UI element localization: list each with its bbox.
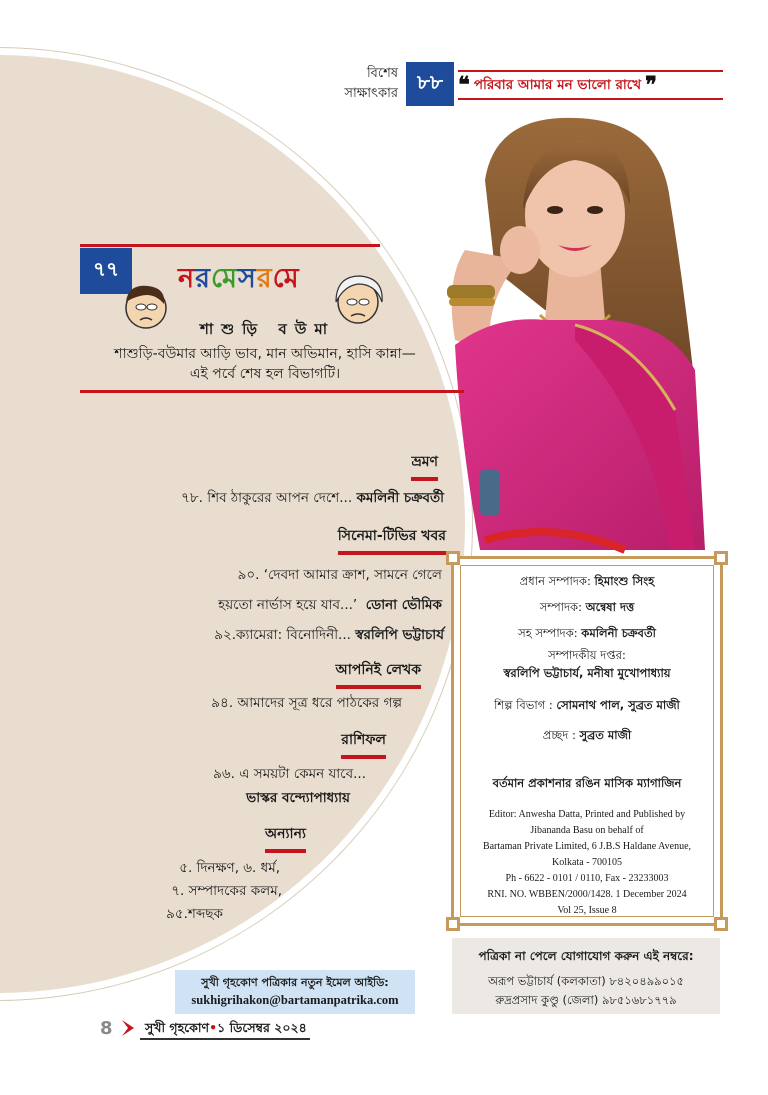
- editor: [454, 599, 720, 618]
- toc-section-writer[interactable]: [336, 658, 421, 689]
- frame-corner: [446, 917, 460, 931]
- special-interview-label: [318, 64, 398, 104]
- contact-box: [452, 938, 720, 1014]
- toc-item-cinema-1-line-2[interactable]: [218, 594, 442, 617]
- chief-editor-label: প্রধান সম্পাদক:: [519, 574, 591, 588]
- contact-heading: পত্রিকা না পেলে যোগাযোগ করুন এই নম্বরে:: [478, 949, 694, 963]
- editor-label: সম্পাদক:: [539, 600, 582, 614]
- art-dept: [454, 697, 720, 716]
- logo-char: মে: [210, 263, 238, 294]
- quote-close-icon: ❞: [645, 72, 657, 98]
- toc-section-astrology[interactable]: [341, 728, 386, 759]
- logo-char: স: [237, 263, 257, 294]
- page-number: 8: [100, 1018, 113, 1039]
- imprint-line: Bartaman Private Limited, 6 J.B.S Haldane Avenue,: [482, 841, 692, 852]
- toc-section-cinema-label: সিনেমা-টিভির খবর: [337, 528, 446, 544]
- imprint-line: Editor: Anwesha Datta, Printed and Published by: [488, 809, 686, 820]
- contact-line-kolkata[interactable]: অরূপ ভট্টাচার্য (কলকাতা) ৮৪২০৪৯৯০১৫: [487, 974, 685, 988]
- co-editor: [454, 625, 720, 644]
- imprint-line: Kolkata - 700105: [552, 857, 622, 868]
- toc-item-travel[interactable]: [181, 487, 444, 510]
- footer-magazine: সুখী গৃহকোণ: [145, 1020, 210, 1035]
- section-underline: [265, 849, 306, 853]
- frame-corner: [714, 551, 728, 565]
- section-underline: [411, 477, 438, 481]
- art-dept-names: সোমনাথ পাল, সুব্রত মাজী: [556, 698, 680, 712]
- logo-char: র: [195, 263, 211, 294]
- interview-title: পরিবার আমার মন ভালো রাখে: [473, 76, 642, 93]
- daughter-in-law-face-icon: [118, 282, 170, 332]
- contact-line-district[interactable]: রুদ্রপ্রসাদ কুণ্ডু (জেলা) ৯৮৫১৬৮১৭৭৯: [495, 993, 677, 1007]
- toc-item-text: ৯২.ক্যামেরা: বিনোদিনী...: [214, 627, 351, 643]
- toc-section-others[interactable]: [265, 822, 306, 853]
- art-dept-label: শিল্প বিভাগ :: [494, 698, 553, 712]
- section-underline: [336, 685, 421, 689]
- footer-text: [145, 1020, 307, 1040]
- toc-item-others-1[interactable]: ৫. দিনক্ষণ, ৬. ধর্ম,: [179, 860, 280, 876]
- toc-item-author: ভাস্কর বন্দ্যোপাধ্যায়: [246, 790, 350, 806]
- toc-item-astrology-author: [246, 787, 350, 810]
- co-editor-name: কমলিনী চক্রবর্তী: [581, 626, 656, 640]
- feature-top-rule: [80, 244, 380, 247]
- feature-page-number[interactable]: ৭৭: [80, 248, 132, 294]
- interview-page-number[interactable]: ৮৮: [406, 62, 454, 106]
- cover-credit: [454, 727, 720, 746]
- footer-date: ১ ডিসেম্বর ২০২৪: [217, 1020, 307, 1035]
- cover-credit-label: প্রচ্ছদ :: [542, 728, 576, 742]
- toc-item-cinema-1-line-1[interactable]: ৯০. ‘দেবদা আমার ক্রাশ, সামনে গেলে: [237, 567, 442, 583]
- toc-item-author: ডোনা ভৌমিক: [365, 597, 442, 613]
- footer-rule: [140, 1038, 310, 1040]
- logo-char: র: [256, 263, 273, 294]
- toc-section-cinema[interactable]: [338, 524, 446, 555]
- toc-item-others-3[interactable]: ৯৫.শব্দছক: [166, 906, 223, 922]
- editorial-dept-names: [454, 665, 720, 684]
- toc-item-cinema-2[interactable]: [214, 624, 444, 647]
- imprint-line: RNI. NO. WBBEN/2000/1428. 1 December 2024: [487, 889, 687, 900]
- toc-item-author: কমলিনী চক্রবর্তী: [356, 490, 444, 506]
- interview-title-bar[interactable]: [458, 70, 723, 100]
- imprint-line: Jibananda Basu on behalf of: [530, 825, 644, 836]
- toc-item-others-2[interactable]: ৭. সম্পাদকের কলম,: [171, 883, 282, 899]
- logo-char: মে: [272, 263, 300, 294]
- editorial-box: [451, 556, 723, 926]
- footer-separator: •: [209, 1020, 218, 1035]
- editor-name: অন্বেষা দত্ত: [585, 600, 635, 614]
- chief-editor: [454, 573, 720, 592]
- feature-bottom-rule: [80, 390, 464, 393]
- toc-item-astrology[interactable]: ৯৬. এ সময়টা কেমন যাবে...: [213, 766, 366, 782]
- editorial-dept-label: সম্পাদকীয় দপ্তর:: [548, 648, 626, 662]
- email-title: সুখী গৃহকোণ পত্রিকার নতুন ইমেল আইডি:: [201, 976, 389, 989]
- cover-portrait-image: [425, 110, 715, 570]
- mother-in-law-face-icon: [330, 272, 388, 328]
- frame-corner: [714, 917, 728, 931]
- imprint-line: Ph - 6622 - 0101 / 0110, Fax - 23233003: [505, 873, 669, 884]
- feature-logo[interactable]: [178, 258, 300, 303]
- chevron-right-icon: [120, 1018, 142, 1038]
- toc-item-writer[interactable]: ৯৪. আমাদের সূত্র ধরে পাঠকের গল্প: [211, 695, 402, 711]
- magazine-line-text: বর্তমান প্রকাশনার রঙিন মাসিক ম্যাগাজিন: [492, 776, 682, 790]
- section-underline: [338, 551, 446, 555]
- feature-description: [80, 344, 450, 384]
- email-box: [175, 970, 415, 1014]
- co-editor-label: সহ সম্পাদক:: [518, 626, 578, 640]
- editorial-dept-names-text: স্বরলিপি ভট্টাচার্য, মনীষা মুখোপাধ্যায়: [503, 666, 671, 680]
- toc-item-text: হয়তো নার্ভাস হয়ে যাব...’: [218, 597, 358, 613]
- feature-desc-line-1: শাশুড়ি-বউমার আড়ি ভাব, মান অভিমান, হাসি কান্না—: [114, 346, 416, 362]
- section-line-1: বিশেষ: [366, 66, 398, 81]
- section-underline: [341, 755, 386, 759]
- toc-item-author: স্বরলিপি ভট্টাচার্য: [355, 627, 444, 643]
- section-line-2: সাক্ষাৎকার: [344, 86, 398, 101]
- chief-editor-name: হিমাংশু সিংহ: [594, 574, 655, 588]
- feature-desc-line-2: এই পর্বে শেষ হল বিভাগটি।: [189, 366, 341, 382]
- frame-corner: [446, 551, 460, 565]
- toc-section-travel[interactable]: [411, 450, 438, 481]
- quote-open-icon: ❝: [458, 72, 470, 98]
- toc-item-text: ৭৮. শিব ঠাকুরের আপন দেশে...: [181, 490, 353, 506]
- imprint-line: Vol 25, Issue 8: [557, 905, 617, 916]
- cover-credit-name: সুব্রত মাজী: [579, 728, 632, 742]
- magazine-line: [454, 775, 720, 794]
- toc-section-writer-label: আপনিই লেখক: [335, 662, 421, 678]
- toc-section-travel-label: ভ্রমণ: [411, 454, 438, 470]
- email-address[interactable]: sukhigrihakon@bartamanpatrika.com: [191, 993, 399, 1007]
- toc-section-astrology-label: রাশিফল: [341, 732, 386, 748]
- logo-char: ন: [178, 263, 196, 294]
- feature-subtitle: শাশুড়ি বউমা: [200, 320, 336, 338]
- toc-section-others-label: অন্যান্য: [264, 826, 306, 842]
